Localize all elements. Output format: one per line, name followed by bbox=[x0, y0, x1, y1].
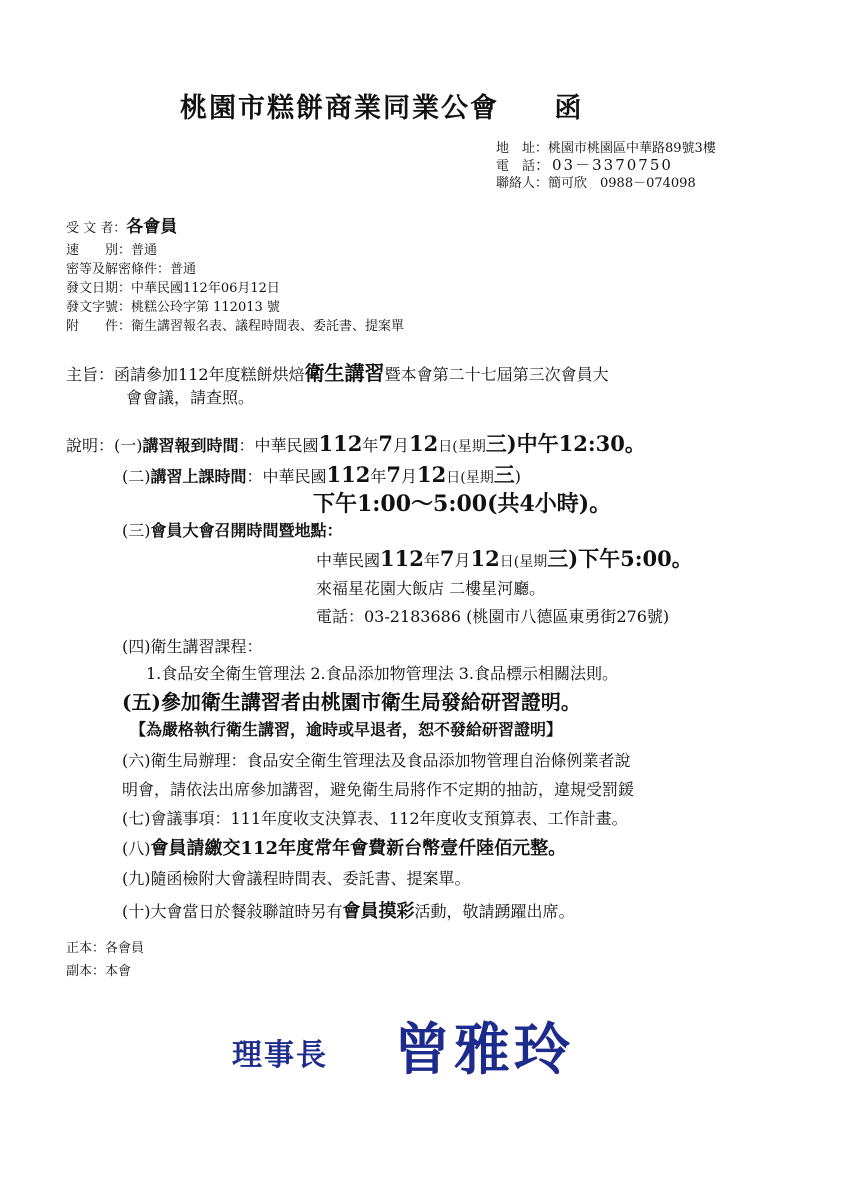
item-4-title: (四)衛生講習課程： bbox=[122, 637, 263, 656]
item-5: (五)參加衛生講習者由桃園市衛生局發給研習證明。 bbox=[122, 690, 581, 714]
chairman-title: 理事長 bbox=[232, 1038, 328, 1073]
item-3-venue: 來福星花園大飯店 二樓星河廳。 bbox=[316, 579, 546, 598]
contact-block bbox=[496, 140, 716, 192]
item-3-phone: 電話：03-2183686 (桃園市八德區東勇街276號) bbox=[316, 607, 670, 626]
copy-recipient: 副本：本會 bbox=[66, 964, 132, 979]
item-6-line-2: 明會，請依法出席參加講習，避免衛生局將作不定期的抽訪，違規受罰鍰 bbox=[122, 780, 635, 799]
item-7: (七)會議事項：111年度收支決算表、112年度收支預算表、工作計畫。 bbox=[122, 809, 628, 828]
item-9: (九)隨函檢附大會議程時間表、委託書、提案單。 bbox=[122, 869, 471, 888]
original-recipient: 正本：各會員 bbox=[66, 941, 145, 956]
speed-line: 速 別：普通 bbox=[66, 243, 158, 258]
ref-line: 發文字號：桃糕公玲字第 112013 號 bbox=[66, 300, 280, 315]
document-title bbox=[180, 86, 583, 125]
secrecy-line: 密等及解密條件：普通 bbox=[66, 262, 197, 277]
subject-line-2: 會會議，請查照。 bbox=[126, 388, 255, 407]
item-4-courses: 1.食品安全衛生管理法 2.食品添加物管理法 3.食品標示相關法則。 bbox=[146, 664, 618, 683]
item-6-line-1: (六)衛生局辦理：食品安全衛生管理法及食品添加物管理自治條例業者說 bbox=[122, 751, 631, 770]
recipient-line: 受 文 者：各會員 bbox=[66, 217, 178, 237]
chairman-signature: 曾雅玲 bbox=[394, 1018, 574, 1083]
item-10: (十)大會當日於餐敍聯誼時另有會員摸彩活動，敬請踴躍出席。 bbox=[122, 901, 575, 922]
subject-line-1: 主旨：函請參加112年度糕餅烘焙衛生講習暨本會第二十七屆第三次會員大 bbox=[66, 361, 609, 385]
item-2: (二)講習上課時間：中華民國112年7月12日(星期三) bbox=[122, 462, 521, 487]
phone-line: 電 話：03－3370750 bbox=[496, 156, 673, 174]
item-2-time: 下午1:00～5:00(共4小時)。 bbox=[313, 491, 612, 517]
item-5-note: 【為嚴格執行衛生講習，逾時或早退者，恕不發給研習證明】 bbox=[130, 720, 563, 739]
contact-line: 聯絡人：簡可欣 0988－074098 bbox=[496, 176, 696, 191]
attach-line: 附 件：衛生講習報名表、議程時間表、委託書、提案單 bbox=[66, 319, 405, 334]
item-1: 說明：(一)講習報到時間：中華民國112年7月12日(星期三)中午12:30。 bbox=[66, 431, 646, 456]
item-3-datetime: 中華民國112年7月12日(星期三)下午5:00。 bbox=[316, 546, 693, 571]
item-3-title: (三)會員大會召開時間暨地點： bbox=[122, 521, 343, 540]
org-name: 桃園市糕餅商業同業公會 bbox=[180, 93, 499, 124]
address-line: 地 址：桃園市桃園區中華路89號3樓 bbox=[496, 141, 716, 156]
doc-type: 函 bbox=[554, 93, 584, 124]
item-8: (八)會員請繳交112年度常年會費新台幣壹仟陸佰元整。 bbox=[122, 838, 567, 859]
date-line: 發文日期：中華民國112年06月12日 bbox=[66, 281, 280, 296]
